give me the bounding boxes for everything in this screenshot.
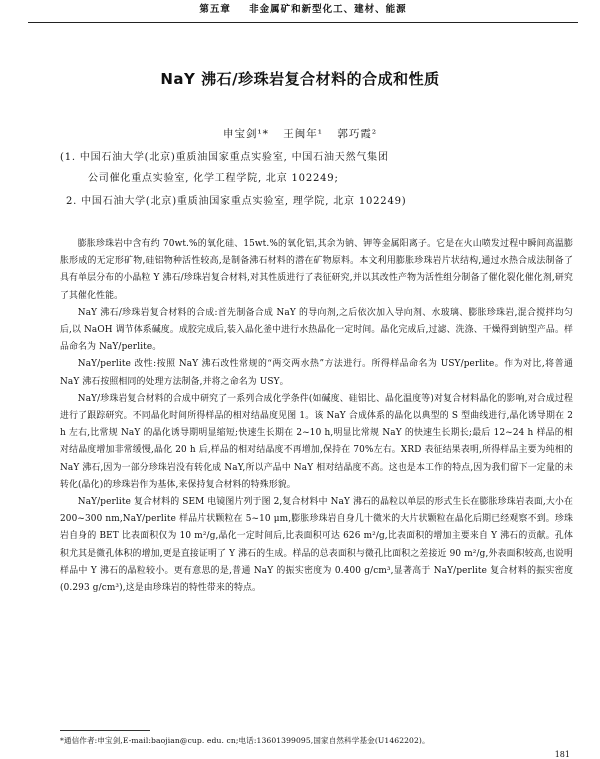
chapter-label: 第五章: [199, 4, 231, 15]
page-number: 181: [554, 750, 570, 759]
footnote: *通信作者:申宝剑,E-mail:baojian@cup. edu. cn;电话:13601399095,国家自然科学基金(U1462202)。: [60, 736, 430, 745]
running-header: [28, 0, 578, 23]
author-list: [0, 126, 600, 141]
paragraph: NaY 沸石/珍珠岩复合材料的合成:首先制备合成 NaY 的导向剂,之后依次加入导向剂、水玻璃、膨胀珍珠岩,混合搅拌均匀后,以 NaOH 调节体系碱度。成胶完成后,装入晶化釜中进行水热晶化一定时间。晶化完成后,过滤、洗涤、干燥得到钠型产品。样品命名为 NaY/perlite。: [60, 307, 573, 353]
paragraph: NaY/珍珠岩复合材料的合成中研究了一系列合成化学条件(如碱度、硅铝比、晶化温度等)对复合材料晶化的影响,对合成过程进行了跟踪研究。不同晶化时间所得样品的相对结晶度见图 1。该 NaY 合成体系的晶化以典型的 S 型曲线进行,晶化诱导期在 2 h 左右,比常规 NaY 的晶化诱导期明显缩短;快速生长期在 2~10 h,明显比常规 NaY 的快速生长期长;最后 12~24 h 样品的相对结晶度增加非常缓慢,晶化 20 h 后,样品的相对结晶度不再增加,保持在 70%左右。XRD 表征结果表明,所得样品主要为纯相的 NaY 沸石,因为一部分珍珠岩没有转化成 NaY,所以产品中 NaY 相对结晶度不高。这也是本工作的特点,因为我们留下一定量的未转化(晶化)的珍珠岩作为基体,来保持复合材料的特殊形貌。: [60, 393, 573, 490]
paper-title: NaY 沸石/珍珠岩复合材料的合成和性质: [160, 70, 440, 88]
section-label: 非金属矿和新型化工、建材、能源: [249, 4, 407, 15]
author: 郭巧霞²: [337, 128, 378, 140]
author: 申宝剑¹*: [222, 128, 269, 140]
paragraph: 膨胀珍珠岩中含有约 70wt.%的氧化硅、15wt.%的氧化铝,其余为钠、钾等金属阳离子。它是在火山喷发过程中瞬间高温膨胀形成的无定形矿物,硅铝物种活性较高,是制备沸石材料的潜在矿物原料。本文利用膨胀珍珠岩片状结构,通过水热合成法制备了具有单层分布的小晶粒 Y 沸石/珍珠岩复合材料,对其性质进行了表征研究,并以其改性产物为活性组分制备了催化裂化催化剂,研究了其催化性能。: [60, 239, 573, 301]
affiliation-1-line-1: (1. 中国石油大学(北京)重质油国家重点实验室, 中国石油天然气集团: [60, 152, 389, 163]
affiliation-1-line-2: 公司催化重点实验室, 化学工程学院, 北京 102249;: [88, 173, 339, 184]
author: 王闽年¹: [283, 128, 323, 140]
footnote-divider: [60, 730, 150, 731]
paragraph: NaY/perlite 复合材料的 SEM 电镜图片列于图 2,复合材料中 NaY 沸石的晶粒以单层的形式生长在膨胀珍珠岩表面,大小在 200~300 nm,NaY/perlite 样品片状颗粒在 5~10 μm,膨胀珍珠岩自身几十微米的大片状颗粒在晶化后期已经观察不到。珍珠岩自身的 BET 比表面积仅为 10 m²/g,晶化一定时间后,比表面积可达 626 m²/g,比表面积的增加主要来自 Y 沸石的贡献。孔体积尤其是微孔体积的增加,更是直接证明了 Y 沸石的生成。样品的总表面积与微孔比面积之差接近 90 m²/g,外表面积较高,也说明样品中 Y 沸石的晶粒较小。更有意思的是,普通 NaY 的振实密度为 0.400 g/cm³,显著高于 NaY/perlite 复合材料的振实密度(0.293 g/cm³),这是由珍珠岩的特性带来的特点。: [60, 497, 573, 594]
affiliation-2: 2. 中国石油大学(北京)重质油国家重点实验室, 理学院, 北京 102249): [66, 196, 407, 207]
paragraph: NaY/perlite 改性:按照 NaY 沸石改性常规的“两交两水热”方法进行。所得样品命名为 USY/perlite。作为对比,将普通 NaY 沸石按照相同的处理方法制备,并将之命名为 USY。: [60, 359, 573, 387]
body-text: [60, 236, 573, 597]
